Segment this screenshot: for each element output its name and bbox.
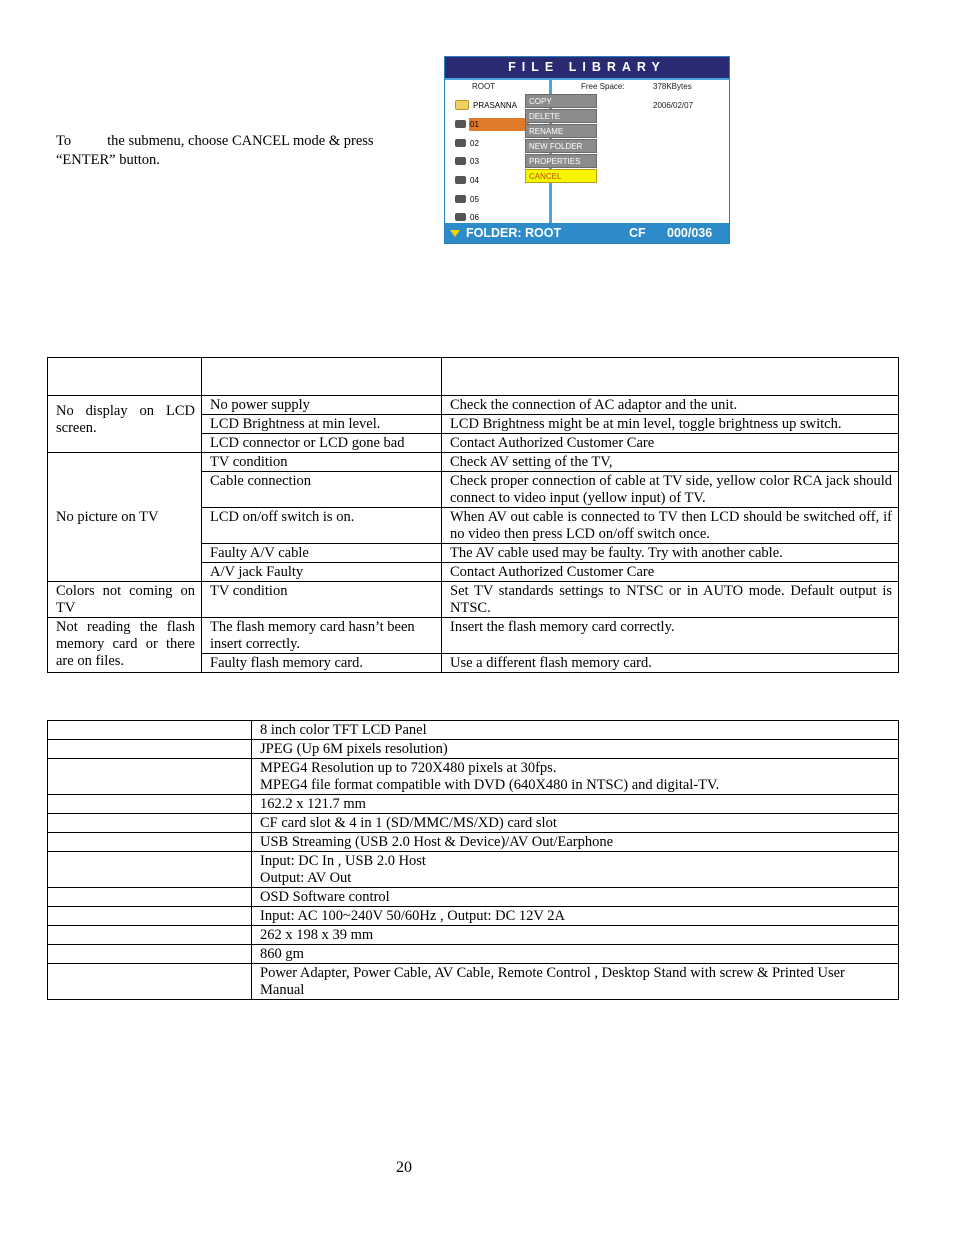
table-row xyxy=(48,453,899,472)
status-folder: FOLDER: ROOT xyxy=(466,226,562,240)
spec-value-line: OSD Software control xyxy=(260,889,390,905)
spec-label-cell xyxy=(48,721,252,740)
menu-item-properties[interactable]: PROPERTIES xyxy=(525,154,597,168)
spec-row xyxy=(48,945,899,964)
spec-row xyxy=(48,907,899,926)
menu-item-new-folder[interactable]: NEW FOLDER xyxy=(525,139,597,153)
solution-cell: LCD Brightness might be at min level, toggle brightness up switch. xyxy=(442,415,899,434)
spec-label-cell xyxy=(48,926,252,945)
spec-row xyxy=(48,740,899,759)
file-name: 06 xyxy=(470,213,479,222)
solution-cell: Check proper connection of cable at TV side, yellow color RCA jack should connect to video input (yellow input) of TV. xyxy=(442,472,899,508)
spec-value-line: JPEG (Up 6M pixels resolution) xyxy=(260,741,448,757)
free-space-label: Free Space: xyxy=(581,82,625,91)
file-date: 2006/02/07 xyxy=(653,101,694,110)
file-row[interactable] xyxy=(455,137,479,150)
header-cell xyxy=(48,358,202,396)
spec-label-cell xyxy=(48,852,252,888)
spec-value-cell xyxy=(252,759,899,795)
menu-item-delete[interactable]: DELETE xyxy=(525,109,597,123)
spec-value-line: MPEG4 file format compatible with DVD (640X480 in NTSC) and digital-TV. xyxy=(260,777,720,793)
menu-item-rename[interactable]: RENAME xyxy=(525,124,597,138)
spec-row xyxy=(48,964,899,1000)
spec-value-cell xyxy=(252,814,899,833)
spec-label-cell xyxy=(48,759,252,795)
spec-label-cell xyxy=(48,964,252,1000)
solution-cell: Use a different flash memory card. xyxy=(442,654,899,673)
cause-cell: LCD on/off switch is on. xyxy=(202,508,442,544)
file-library-title: FILE LIBRARY xyxy=(445,57,729,78)
specifications-table xyxy=(47,720,899,1000)
spec-value-line: CF card slot & 4 in 1 (SD/MMC/MS/XD) card slot xyxy=(260,815,557,831)
spec-value-cell xyxy=(252,833,899,852)
spec-row xyxy=(48,814,899,833)
spec-value-cell xyxy=(252,945,899,964)
spec-label-cell xyxy=(48,833,252,852)
context-submenu xyxy=(525,94,597,184)
spec-value-line: Power Adapter, Power Cable, AV Cable, Remote Control , Desktop Stand with screw & Printed User Manual xyxy=(260,965,845,998)
file-row[interactable] xyxy=(455,193,479,206)
video-file-icon xyxy=(455,120,466,128)
intro-word: To xyxy=(56,133,72,149)
intro-text: the submenu, choose CANCEL mode & press “ENTER” button. xyxy=(56,133,374,168)
solution-cell: The AV cable used may be faulty. Try with another cable. xyxy=(442,544,899,563)
spec-value-line: Output: AV Out xyxy=(260,870,352,886)
spec-value-line: 162.2 x 121.7 mm xyxy=(260,796,366,812)
video-file-icon xyxy=(455,176,466,184)
spec-value-cell xyxy=(252,926,899,945)
file-library-screenshot xyxy=(444,56,730,244)
spec-value-line: 262 x 198 x 39 mm xyxy=(260,927,374,943)
spec-value-cell xyxy=(252,795,899,814)
spec-row xyxy=(48,852,899,888)
file-row[interactable] xyxy=(455,174,479,187)
spec-row xyxy=(48,721,899,740)
cause-cell: No power supply xyxy=(202,396,442,415)
status-bar xyxy=(445,223,729,243)
spec-value-line: Input: DC In , USB 2.0 Host xyxy=(260,853,426,869)
status-media: CF xyxy=(629,226,646,240)
file-name: 03 xyxy=(470,157,479,166)
spec-value-cell xyxy=(252,721,899,740)
spec-value-line: Input: AC 100~240V 50/60Hz , Output: DC 12V 2A xyxy=(260,908,565,924)
cause-cell: Cable connection xyxy=(202,472,442,508)
cause-cell: A/V jack Faulty xyxy=(202,563,442,582)
table-header-row xyxy=(48,358,899,396)
table-row xyxy=(48,396,899,415)
troubleshooting-table xyxy=(47,357,899,673)
spec-row xyxy=(48,759,899,795)
status-count: 000/036 xyxy=(667,226,713,240)
menu-item-cancel[interactable]: CANCEL xyxy=(525,169,597,183)
symptom-cell: Not reading the flash memory card or there are on files. xyxy=(48,618,202,673)
solution-cell: Insert the flash memory card correctly. xyxy=(442,618,899,654)
file-row[interactable] xyxy=(455,118,479,131)
file-name: 05 xyxy=(470,195,479,204)
video-file-icon xyxy=(455,195,466,203)
spec-value-cell xyxy=(252,888,899,907)
cause-cell: Faulty A/V cable xyxy=(202,544,442,563)
spec-value-cell xyxy=(252,740,899,759)
spec-value-line: 8 inch color TFT LCD Panel xyxy=(260,722,427,738)
spec-value-cell xyxy=(252,907,899,926)
spec-label-cell xyxy=(48,888,252,907)
video-file-icon xyxy=(455,139,466,147)
triangle-down-icon xyxy=(450,230,460,237)
solution-cell: Contact Authorized Customer Care xyxy=(442,434,899,453)
folder-icon xyxy=(455,100,469,110)
spec-value-line: MPEG4 Resolution up to 720X480 pixels at 30fps. xyxy=(260,760,557,776)
cause-cell: LCD Brightness at min level. xyxy=(202,415,442,434)
solution-cell: Check the connection of AC adaptor and the unit. xyxy=(442,396,899,415)
spec-row xyxy=(48,833,899,852)
spec-value-line: 860 gm xyxy=(260,946,304,962)
spec-label-cell xyxy=(48,945,252,964)
solution-cell: Contact Authorized Customer Care xyxy=(442,563,899,582)
header-cell xyxy=(442,358,899,396)
cause-cell: LCD connector or LCD gone bad xyxy=(202,434,442,453)
table-row xyxy=(48,618,899,654)
file-name: 04 xyxy=(470,176,479,185)
root-label: ROOT xyxy=(472,82,496,91)
video-file-icon xyxy=(455,157,466,165)
cause-cell: The flash memory card hasn’t been insert correctly. xyxy=(202,618,442,654)
title-divider xyxy=(445,78,729,80)
free-space-value: 378KBytes xyxy=(653,82,692,91)
spec-value-line: USB Streaming (USB 2.0 Host & Device)/AV Out/Earphone xyxy=(260,834,614,850)
page-number: 20 xyxy=(396,1159,412,1176)
solution-cell: Check AV setting of the TV, xyxy=(442,453,899,472)
header-cell xyxy=(202,358,442,396)
file-name: 01 xyxy=(470,120,479,129)
menu-item-copy[interactable]: COPY xyxy=(525,94,597,108)
spec-label-cell xyxy=(48,795,252,814)
intro-paragraph xyxy=(56,132,416,170)
spec-row xyxy=(48,795,899,814)
spec-value-cell xyxy=(252,964,899,1000)
cause-cell: Faulty flash memory card. xyxy=(202,654,442,673)
symptom-cell: No picture on TV xyxy=(48,453,202,582)
symptom-cell: No display on LCD screen. xyxy=(48,396,202,453)
file-row[interactable] xyxy=(455,155,479,168)
solution-cell: When AV out cable is connected to TV then LCD should be switched off, if no video then press LCD on/off switch once. xyxy=(442,508,899,544)
cause-cell: TV condition xyxy=(202,453,442,472)
spec-row xyxy=(48,888,899,907)
spec-label-cell xyxy=(48,907,252,926)
video-file-icon xyxy=(455,213,466,221)
cause-cell: TV condition xyxy=(202,582,442,618)
spec-label-cell xyxy=(48,814,252,833)
spec-value-cell xyxy=(252,852,899,888)
table-row xyxy=(48,582,899,618)
folder-row[interactable] xyxy=(455,99,517,112)
spec-row xyxy=(48,926,899,945)
solution-cell: Set TV standards settings to NTSC or in AUTO mode. Default output is NTSC. xyxy=(442,582,899,618)
folder-name: PRASANNA xyxy=(473,101,518,110)
symptom-cell: Colors not coming on TV xyxy=(48,582,202,618)
file-name: 02 xyxy=(470,139,479,148)
spec-label-cell xyxy=(48,740,252,759)
